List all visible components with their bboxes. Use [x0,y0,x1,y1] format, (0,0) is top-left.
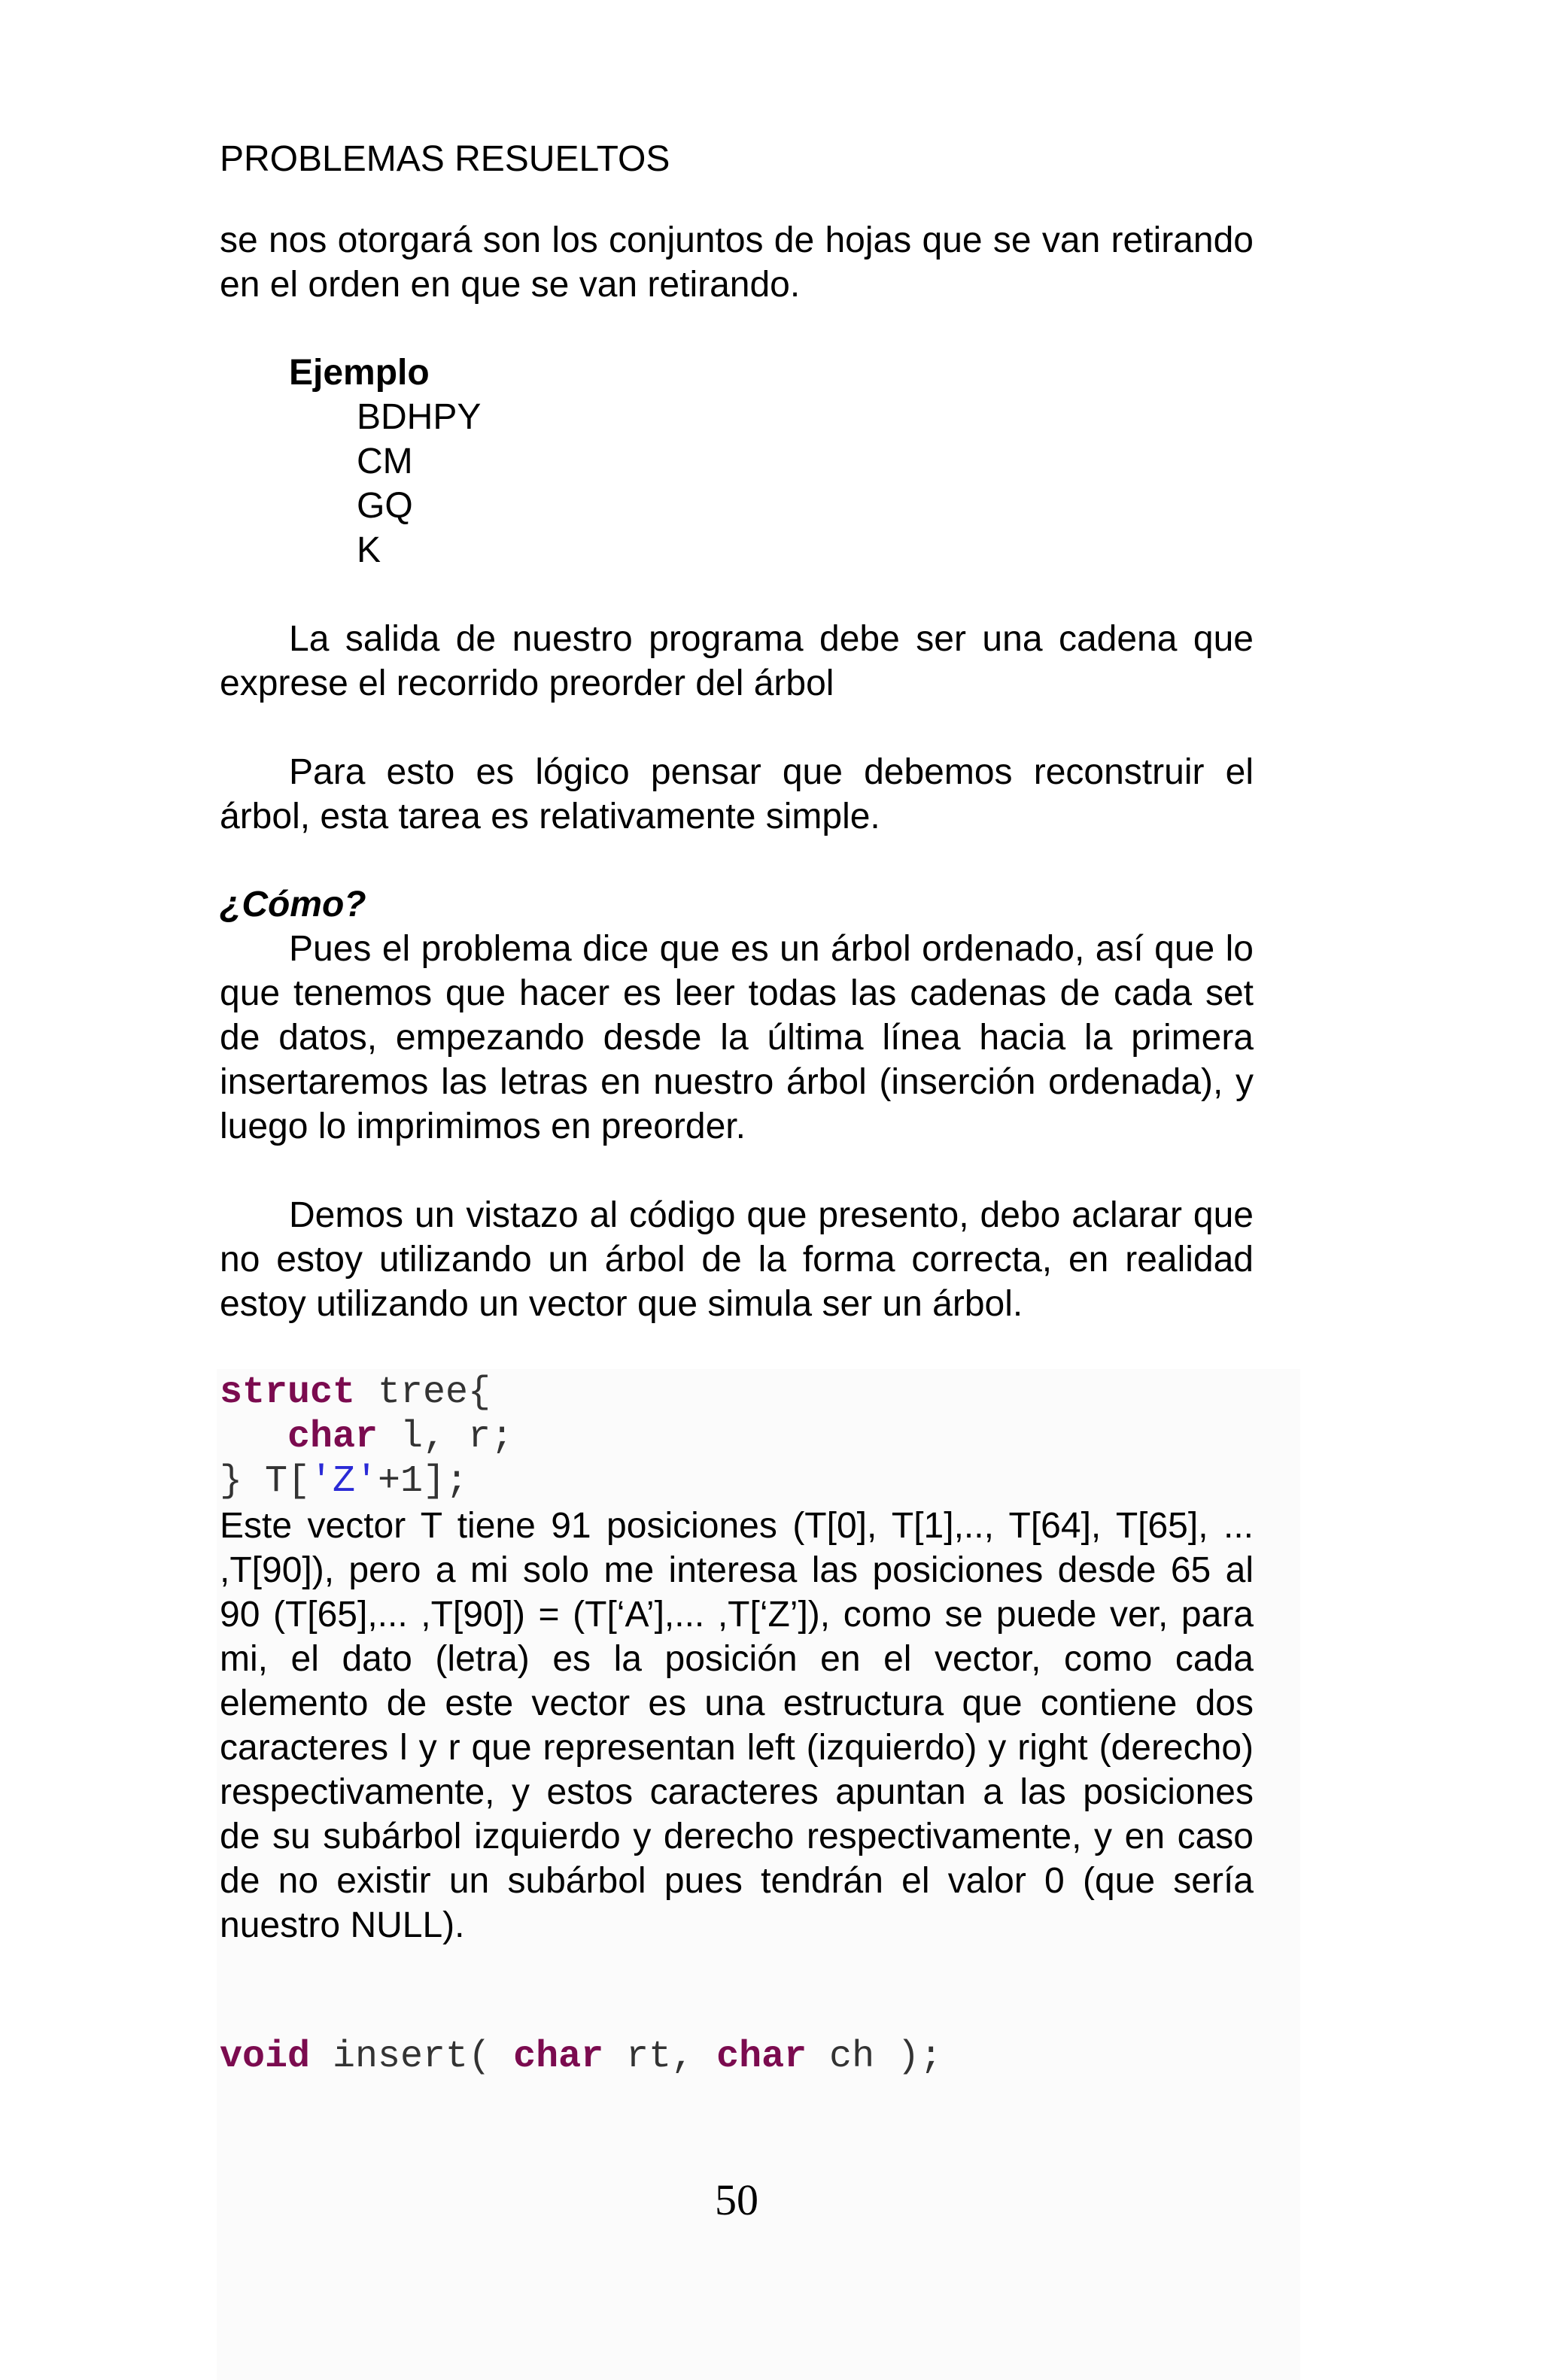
code-keyword: void [220,2035,311,2078]
code-line [220,1459,513,1504]
code-text: } T[ [220,1460,311,1503]
code-line [220,1415,513,1459]
code-keyword: struct [220,1371,356,1414]
code-text: ch ); [807,2035,943,2078]
code-text: insert( [310,2035,514,2078]
code-text: l, r; [378,1416,514,1459]
example-line: GQ [357,486,413,526]
paragraph-intro: se nos otorgará son los conjuntos de hojas que se van retirando en el orden en que se van retirando. [220,220,1254,305]
code-string: 'Z' [310,1460,378,1503]
code-line [220,1371,513,1415]
code-indent [220,1416,287,1459]
example-line: K [357,530,381,570]
code-insert-signature [220,2035,942,2079]
paragraph-code-intro: Demos un vistazo al código que presento, debo aclarar que no estoy utilizando un árbol de la forma correcta, en realidad estoy utilizando un vector que simula ser un árbol. [220,1195,1254,1324]
page-number: 50 [715,2175,758,2224]
paragraph-output: La salida de nuestro programa debe ser una cadena que exprese el recorrido preorder del árbol [220,619,1254,703]
running-header: PROBLEMAS RESUELTOS [220,139,670,179]
example-lines [357,395,481,572]
code-text: rt, [603,2035,717,2078]
paragraph-approach: Pues el problema dice que es un árbol ordenado, así que lo que tenemos que hacer es leer todas las cadenas de cada set de datos, empezando desde la última línea hacia la primera insertaremos las letras en nuestro árbol (inserción ordenada), y luego lo imprimimos en preorder. [220,929,1254,1146]
paragraph-vector-explanation: Este vector T tiene 91 posiciones (T[0], T[1],.., T[64], T[65], ... ,T[90]), pero a mi solo me interesa las posiciones desde 65 al 90 (T[65],... ,T[90]) = (T[‘A’],... ,T[‘Z’]), como se puede ver, para mi, el dato (letra) es la posición en el vector, como cada elemento de este vector es una estructura que contiene dos caracteres l y r que representan left (izquierdo) y right (derecho) respectivamente, y estos caracteres apuntan a las posiciones de su subárbol izquierdo y derecho respectivamente, y en caso de no existir un subárbol pues tendrán el valor 0 (que sería nuestro NULL). [220,1506,1254,1945]
code-text: tree{ [355,1371,491,1414]
code-struct-block [220,1371,513,1504]
question-heading: ¿Cómo? [220,885,366,924]
code-keyword: char [716,2035,807,2078]
code-keyword: char [287,1416,378,1459]
example-line: CM [357,442,413,481]
example-title: Ejemplo [289,353,430,393]
paragraph-reconstruct: Para esto es lógico pensar que debemos reconstruir el árbol, esta tarea es relativamente simple. [220,752,1254,836]
code-text: +1]; [378,1460,469,1503]
code-keyword: char [513,2035,604,2078]
example-line: BDHPY [357,397,482,437]
